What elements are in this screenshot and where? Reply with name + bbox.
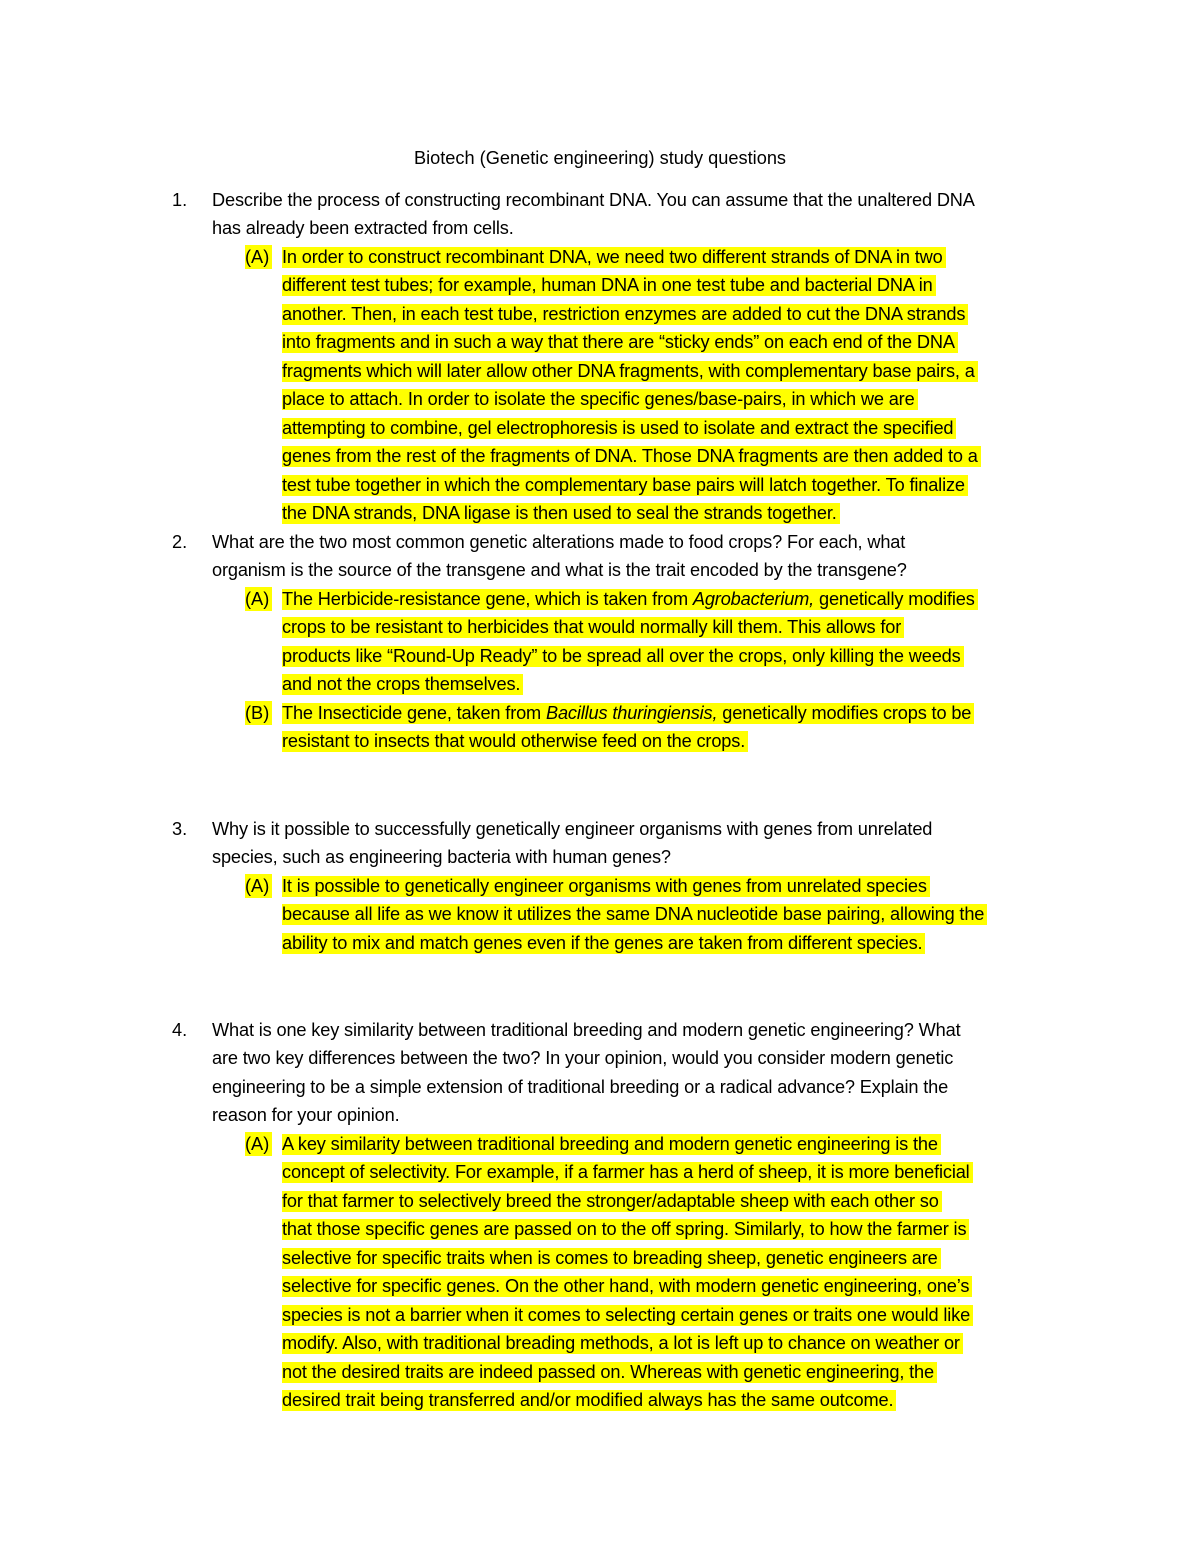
question-number: 2. <box>172 532 188 552</box>
answer-text-line: different test tubes; for example, human DNA in one test tube and bacterial DNA in <box>282 275 936 296</box>
answer-label: (A) <box>245 587 272 611</box>
answer-text-line: for that farmer to selectively breed the stronger/adaptable sheep with each other so <box>282 1191 942 1212</box>
answer-text-line: resistant to insects that would otherwise feed on the crops. <box>282 731 748 752</box>
answer-text-line: not the desired traits are indeed passed on. Whereas with genetic engineering, the <box>282 1362 937 1383</box>
question-number: 1. <box>172 190 188 210</box>
question-text-line: What are the two most common genetic alterations made to food crops? For each, what <box>212 532 906 552</box>
answer-text-line: place to attach. In order to isolate the specific genes/base-pairs, in which we are <box>282 389 918 410</box>
answer-label: (A) <box>245 245 272 269</box>
answer-text-line: species is not a barrier when it comes to selecting certain genes or traits one would like <box>282 1305 973 1326</box>
answer-text-line: fragments which will later allow other DNA fragments, with complementary base pairs, a <box>282 361 978 382</box>
question-text-line: reason for your opinion. <box>212 1105 400 1125</box>
answer-text-line: ability to mix and match genes even if the genes are taken from different species. <box>282 933 925 954</box>
question-text-line: engineering to be a simple extension of traditional breeding or a radical advance? Explain the <box>212 1077 949 1097</box>
question-text-line: Why is it possible to successfully genetically engineer organisms with genes from unrelated <box>212 819 933 839</box>
answer-text-line: that those specific genes are passed on to the off spring. Similarly, to how the farmer is <box>282 1219 969 1240</box>
answer-text-line: The Insecticide gene, taken from Bacillus thuringiensis, genetically modifies crops to be <box>282 703 974 724</box>
document-title: Biotech (Genetic engineering) study questions <box>413 148 787 168</box>
answer-text-line: A key similarity between traditional breeding and modern genetic engineering is the <box>282 1134 941 1155</box>
question-text-line: organism is the source of the transgene and what is the trait encoded by the transgene? <box>212 560 907 580</box>
answer-text-line: It is possible to genetically engineer organisms with genes from unrelated species <box>282 876 930 897</box>
question-text-line: species, such as engineering bacteria with human genes? <box>212 847 671 867</box>
answer-text-line: attempting to combine, gel electrophoresis is used to isolate and extract the specified <box>282 418 956 439</box>
question-text-line: has already been extracted from cells. <box>212 218 514 238</box>
question-text-line: What is one key similarity between traditional breeding and modern genetic engineering? What <box>212 1020 961 1040</box>
answer-text-line: modify. Also, with traditional breading methods, a lot is left up to chance on weather or <box>282 1333 963 1354</box>
answer-text-line: concept of selectivity. For example, if a farmer has a herd of sheep, it is more beneficial <box>282 1162 973 1183</box>
answer-text-line: crops to be resistant to herbicides that would normally kill them. This allows for <box>282 617 904 638</box>
question-text-line: are two key differences between the two? In your opinion, would you consider modern genetic <box>212 1048 954 1068</box>
answer-text-line: into fragments and in such a way that there are “sticky ends” on each end of the DNA <box>282 332 958 353</box>
answer-text-line: the DNA strands, DNA ligase is then used to seal the strands together. <box>282 503 840 524</box>
question-number: 4. <box>172 1020 188 1040</box>
answer-label: (B) <box>245 701 272 725</box>
answer-text-line: In order to construct recombinant DNA, we need two different strands of DNA in two <box>282 247 946 268</box>
question-text-line: Describe the process of constructing recombinant DNA. You can assume that the unaltered DNA <box>212 190 975 210</box>
answer-text-line: desired trait being transferred and/or modified always has the same outcome. <box>282 1390 896 1411</box>
answer-label: (A) <box>245 1132 272 1156</box>
answer-text-line: The Herbicide-resistance gene, which is taken from Agrobacterium, genetically modifies <box>282 589 978 610</box>
answer-text-line: selective for specific genes. On the other hand, with modern genetic engineering, one’s <box>282 1276 972 1297</box>
answer-label: (A) <box>245 874 272 898</box>
answer-text-line: genes from the rest of the fragments of DNA. Those DNA fragments are then added to a <box>282 446 981 467</box>
answer-text-line: selective for specific traits when is comes to breading sheep, genetic engineers are <box>282 1248 941 1269</box>
answer-text-line: test tube together in which the complementary base pairs will latch together. To finalize <box>282 475 968 496</box>
answer-text-line: products like “Round-Up Ready” to be spread all over the crops, only killing the weeds <box>282 646 964 667</box>
answer-text-line: another. Then, in each test tube, restriction enzymes are added to cut the DNA strands <box>282 304 968 325</box>
question-number: 3. <box>172 819 188 839</box>
answer-text-line: because all life as we know it utilizes the same DNA nucleotide base pairing, allowing the <box>282 904 987 925</box>
answer-text-line: and not the crops themselves. <box>282 674 523 695</box>
